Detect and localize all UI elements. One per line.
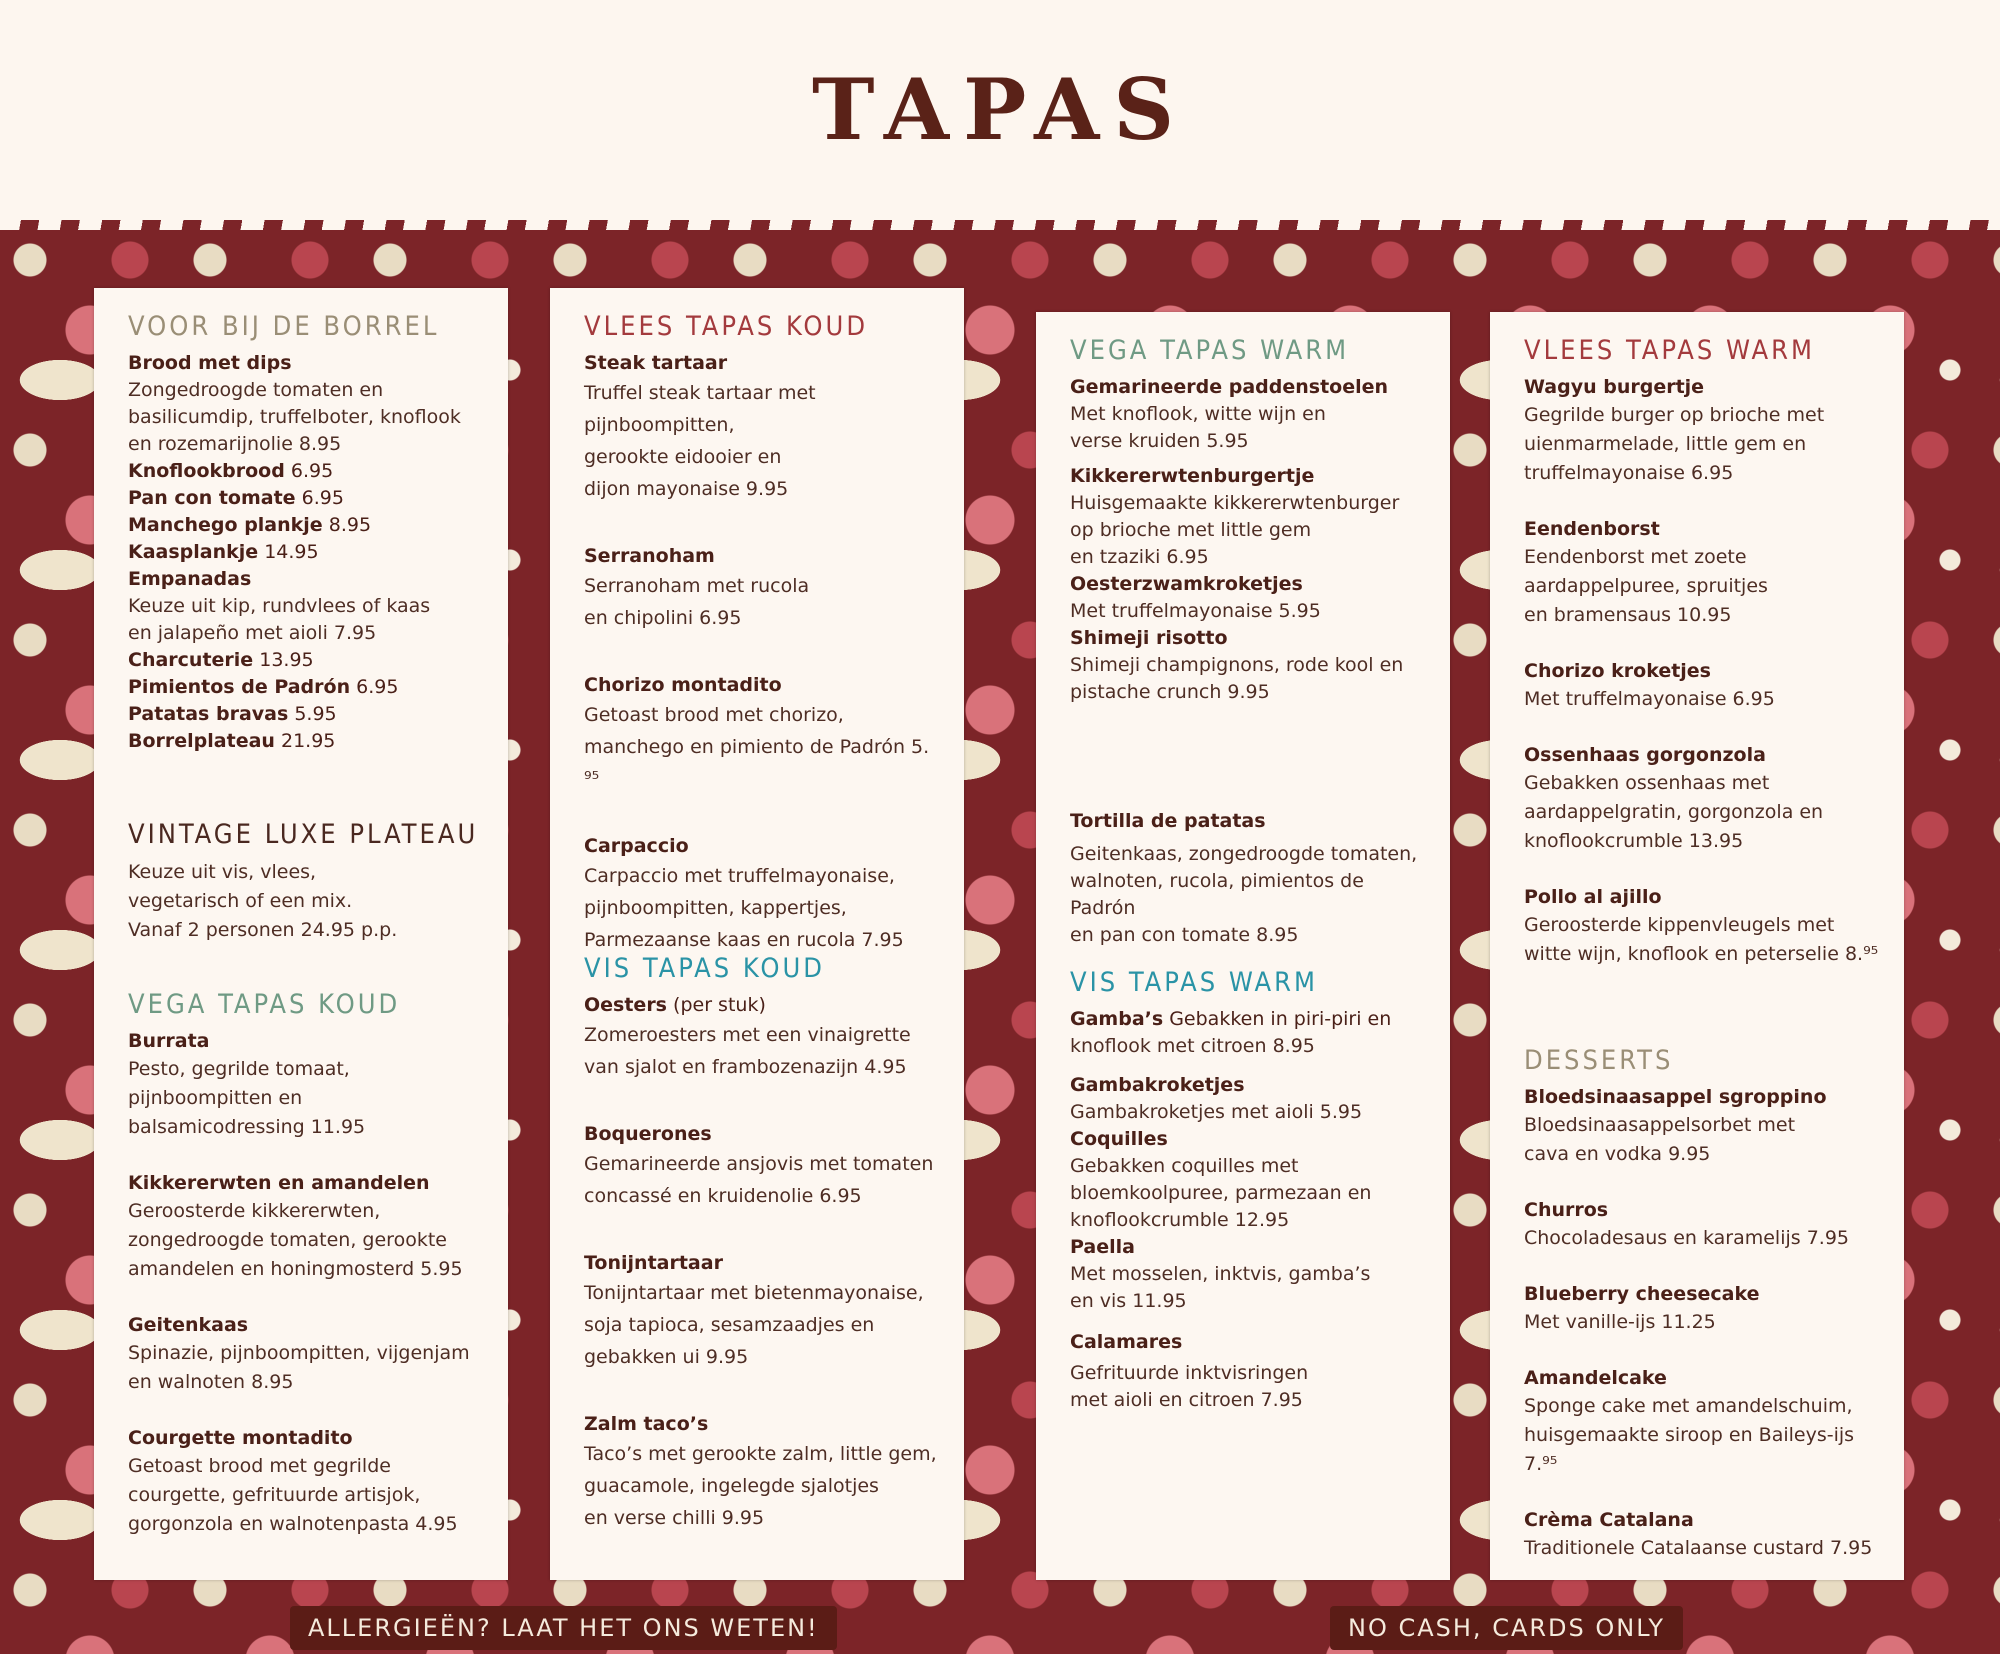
menu-item-desc: Gefrituurde inktvisringen met aioli en citroen 7.95 bbox=[1070, 1362, 1309, 1411]
menu-item-price: 5.95 bbox=[288, 703, 337, 725]
section-vlees-warm bbox=[1524, 334, 1884, 997]
list-borrel bbox=[128, 350, 488, 755]
menu-item-name: Boquerones bbox=[584, 1123, 712, 1145]
menu-item-desc: Geroosterde kikkererwten, zongedroogde tomaten, gerookte amandelen en honingmosterd 5.95 bbox=[128, 1200, 463, 1280]
list-vis-koud bbox=[584, 992, 944, 1534]
menu-item-name: Ossenhaas gorgonzola bbox=[1524, 744, 1766, 766]
menu-item-desc: Met truffelmayonaise 6.95 bbox=[1524, 688, 1775, 710]
menu-item bbox=[128, 674, 488, 701]
menu-item-desc: Serranoham met rucola en chipolini 6.95 bbox=[584, 575, 810, 629]
menu-item-name: Crèma Catalana bbox=[1524, 1509, 1694, 1531]
menu-item bbox=[128, 1425, 488, 1539]
menu-item-desc: Geitenkaas, zongedroogde tomaten, walnoten, rucola, pimientos de Padrón en pan con tomate 8.95 bbox=[1070, 843, 1418, 946]
menu-item bbox=[1524, 516, 1884, 630]
menu-item-name: Shimeji risotto bbox=[1070, 627, 1228, 649]
section-title: DESSERTS bbox=[1524, 1045, 1674, 1076]
menu-item-desc: Eendenborst met zoete aardappelpuree, spruitjes en bramensaus 10.95 bbox=[1524, 546, 1768, 626]
panel-3 bbox=[1036, 312, 1450, 1580]
menu-item bbox=[1524, 742, 1884, 856]
list-vega-warm bbox=[1070, 374, 1430, 706]
menu-item-desc: Gebakken ossenhaas met aardappelgratin, gorgonzola en knoflookcrumble 13.95 bbox=[1524, 772, 1824, 852]
page-title: TAPAS bbox=[812, 60, 1188, 159]
menu-item bbox=[584, 672, 944, 795]
menu-item bbox=[584, 833, 944, 956]
menu-item-name: Pan con tomate bbox=[128, 487, 296, 509]
menu-item bbox=[584, 543, 944, 634]
menu-item-name: Blueberry cheesecake bbox=[1524, 1283, 1760, 1305]
menu-item bbox=[1524, 1365, 1884, 1479]
section-borrel bbox=[128, 310, 488, 755]
menu-item-name: Borrelplateau bbox=[128, 730, 275, 752]
menu-item-desc: Keuze uit kip, rundvlees of kaas en jalapeño met aioli 7.95 bbox=[128, 595, 431, 644]
menu-item bbox=[1524, 884, 1884, 969]
menu-item-inline-desc: Gebakken in piri-piri en bbox=[1163, 1008, 1392, 1030]
list-vega-koud bbox=[128, 1028, 488, 1539]
menu-item-desc: Pesto, gegrilde tomaat, pijnboompitten en balsamicodressing 11.95 bbox=[128, 1058, 366, 1138]
menu-item-desc: Geroosterde kippenvleugels met witte wijn, knoflook en peterselie 8.⁹⁵ bbox=[1524, 914, 1879, 965]
menu-item-desc: knoflook met citroen 8.95 bbox=[1070, 1035, 1315, 1057]
menu-item-desc: Shimeji champignons, rode kool en pistache crunch 9.95 bbox=[1070, 654, 1404, 703]
menu-item bbox=[128, 1170, 488, 1284]
section-vega-warm bbox=[1070, 334, 1430, 706]
menu-item-desc: Met mosselen, inktvis, gamba’s en vis 11.95 bbox=[1070, 1263, 1371, 1312]
menu-item-name: Eendenborst bbox=[1524, 518, 1660, 540]
section-tortilla bbox=[1070, 808, 1430, 949]
panel-2 bbox=[550, 288, 964, 1580]
menu-item-desc: Huisgemaakte kikkererwtenburger op brioche met little gem en tzaziki 6.95 bbox=[1070, 492, 1400, 568]
menu-item bbox=[1524, 1281, 1884, 1337]
menu-item-name: Amandelcake bbox=[1524, 1367, 1667, 1389]
menu-item bbox=[128, 647, 488, 674]
section-vega-koud bbox=[128, 988, 488, 1567]
menu-item-desc: Met truffelmayonaise 5.95 bbox=[1070, 600, 1321, 622]
menu-item-name: Manchego plankje bbox=[128, 514, 323, 536]
menu-item-name: Calamares bbox=[1070, 1331, 1183, 1353]
menu-item bbox=[584, 1121, 944, 1212]
panel-1 bbox=[94, 288, 508, 1580]
section-title: VLEES TAPAS KOUD bbox=[584, 311, 869, 342]
menu-item-desc: Chocoladesaus en karamelijs 7.95 bbox=[1524, 1227, 1850, 1249]
menu-item-name: Oesters bbox=[584, 994, 667, 1016]
section-title: VEGA TAPAS WARM bbox=[1070, 335, 1350, 366]
menu-item-name: Tonijntartaar bbox=[584, 1252, 723, 1274]
menu-item-name: Gamba’s bbox=[1070, 1008, 1164, 1030]
menu-item bbox=[128, 1312, 488, 1397]
torn-paper-edge bbox=[0, 212, 2000, 230]
menu-item bbox=[1524, 1084, 1884, 1169]
menu-item-name: Coquilles bbox=[1070, 1128, 1168, 1150]
menu-item-desc: Traditionele Catalaanse custard 7.95 bbox=[1524, 1537, 1873, 1559]
menu-item-price: 6.95 bbox=[284, 460, 334, 482]
menu-item-desc: Getoast brood met gegrilde courgette, gefrituurde artisjok, gorgonzola en walnotenpasta 4.95 bbox=[128, 1455, 458, 1535]
menu-item-desc: Keuze uit vis, vlees, vegetarisch of een mix. Vanaf 2 personen 24.95 p.p. bbox=[128, 861, 398, 941]
menu-item-name: Steak tartaar bbox=[584, 352, 728, 374]
menu-item-name: Courgette montadito bbox=[128, 1427, 353, 1449]
menu-item-desc: Taco’s met gerookte zalm, little gem, guacamole, ingelegde sjalotjes en verse chilli 9.95 bbox=[584, 1443, 937, 1529]
menu-item-desc: Carpaccio met truffelmayonaise, pijnboompitten, kappertjes, Parmezaanse kaas en rucola 7.95 bbox=[584, 865, 904, 951]
menu-item-desc: Gambakroketjes met aioli 5.95 bbox=[1070, 1101, 1363, 1123]
menu-item bbox=[1524, 374, 1884, 488]
menu-item-name: Pimientos de Padrón bbox=[128, 676, 351, 698]
menu-item-desc: Truffel steak tartaar met pijnboompitten, gerookte eidooier en dijon mayonaise 9.95 bbox=[584, 382, 816, 500]
menu-item-name: Chorizo montadito bbox=[584, 674, 782, 696]
menu-item-heading bbox=[584, 992, 944, 1019]
menu-item-name: Kikkererwtenburgertje bbox=[1070, 465, 1315, 487]
menu-item-name: Patatas bravas bbox=[128, 703, 289, 725]
menu-item-desc: Gegrilde burger op brioche met uienmarmelade, little gem en truffelmayonaise 6.95 bbox=[1524, 404, 1825, 484]
menu-item-name: Tortilla de patatas bbox=[1070, 810, 1266, 832]
menu-item-price: 8.95 bbox=[322, 514, 372, 536]
menu-item-name: Brood met dips bbox=[128, 352, 292, 374]
menu-item-name: Burrata bbox=[128, 1030, 210, 1052]
menu-item bbox=[128, 728, 488, 755]
menu-item-name: Pollo al ajillo bbox=[1524, 886, 1662, 908]
menu-item bbox=[584, 1250, 944, 1373]
section-vis-warm bbox=[1070, 966, 1430, 1414]
menu-item-name: Churros bbox=[1524, 1199, 1609, 1221]
menu-item-name: Empanadas bbox=[128, 568, 252, 590]
section-vlees-koud bbox=[584, 310, 944, 994]
panel-4 bbox=[1490, 312, 1904, 1580]
menu-item bbox=[128, 458, 488, 485]
menu-item-price: 6.95 bbox=[295, 487, 344, 509]
menu-item-name: Bloedsinaasappel sgroppino bbox=[1524, 1086, 1827, 1108]
menu-item bbox=[1524, 1197, 1884, 1253]
menu-item-name: Paella bbox=[1070, 1236, 1135, 1258]
allergy-badge: ALLERGIEËN? LAAT HET ONS WETEN! bbox=[290, 1606, 837, 1650]
section-title: VINTAGE LUXE PLATEAU bbox=[128, 819, 479, 850]
menu-item bbox=[128, 539, 488, 566]
menu-item-desc: Zomeroesters met een vinaigrette van sjalot en frambozenazijn 4.95 bbox=[584, 1024, 911, 1078]
menu-item-price: 14.95 bbox=[258, 541, 319, 563]
menu-item bbox=[128, 485, 488, 512]
menu-item-name: Kikkererwten en amandelen bbox=[128, 1172, 430, 1194]
menu-item-price: 6.95 bbox=[350, 676, 399, 698]
menu-item-desc: Getoast brood met chorizo, manchego en pimiento de Padrón 5. ⁹⁵ bbox=[584, 704, 930, 790]
menu-item-name: Oesterzwamkroketjes bbox=[1070, 573, 1303, 595]
menu-item-name: Kaasplankje bbox=[128, 541, 259, 563]
section-title: VIS TAPAS KOUD bbox=[584, 953, 825, 984]
menu-item-price: 21.95 bbox=[274, 730, 336, 752]
menu-item-name: Chorizo kroketjes bbox=[1524, 660, 1711, 682]
menu-item-price: 13.95 bbox=[253, 649, 314, 671]
menu-item-name: Gemarineerde paddenstoelen bbox=[1070, 376, 1389, 398]
list-vlees-koud bbox=[584, 350, 944, 956]
menu-item-desc: Sponge cake met amandelschuim, huisgemaakte siroop en Baileys-ijs 7.⁹⁵ bbox=[1524, 1395, 1855, 1475]
list-desserts bbox=[1524, 1084, 1884, 1563]
section-plateau bbox=[128, 818, 488, 945]
menu-item bbox=[128, 512, 488, 539]
section-title: VLEES TAPAS WARM bbox=[1524, 335, 1815, 366]
menu-item bbox=[584, 992, 944, 1083]
menu-item-desc: Met vanille-ijs 11.25 bbox=[1524, 1311, 1716, 1333]
menu-item-name: Zalm taco’s bbox=[584, 1413, 709, 1435]
section-desserts bbox=[1524, 1044, 1884, 1591]
list-vlees-warm bbox=[1524, 374, 1884, 969]
menu-item-desc: Met knoflook, witte wijn en verse kruiden 5.95 bbox=[1070, 403, 1326, 452]
menu-item-name: Charcuterie bbox=[128, 649, 254, 671]
menu-item-desc: Gemarineerde ansjovis met tomaten concassé en kruidenolie 6.95 bbox=[584, 1153, 934, 1207]
payment-badge: NO CASH, CARDS ONLY bbox=[1330, 1606, 1683, 1650]
menu-item-name: Carpaccio bbox=[584, 835, 689, 857]
menu-item-name: Knoflookbrood bbox=[128, 460, 285, 482]
menu-item-desc: Zongedroogde tomaten en basilicumdip, truffelboter, knoflook en rozemarijnolie 8.95 bbox=[128, 379, 461, 455]
section-title: VIS TAPAS WARM bbox=[1070, 967, 1318, 998]
menu-item-name: Wagyu burgertje bbox=[1524, 376, 1705, 398]
menu-item-desc: Bloedsinaasappelsorbet met cava en vodka 9.95 bbox=[1524, 1114, 1796, 1165]
section-title: VOOR BIJ DE BORREL bbox=[128, 311, 440, 342]
menu-item bbox=[128, 701, 488, 728]
list-vis-warm bbox=[1070, 1006, 1430, 1414]
menu-item-desc: Gebakken coquilles met bloemkoolpuree, parmezaan en knoflookcrumble 12.95 bbox=[1070, 1155, 1372, 1231]
menu-item bbox=[128, 1028, 488, 1142]
menu-item-desc: Tonijntartaar met bietenmayonaise, soja tapioca, sesamzaadjes en gebakken ui 9.95 bbox=[584, 1282, 924, 1368]
menu-item-heading bbox=[1070, 1006, 1430, 1033]
menu-item-note: (per stuk) bbox=[667, 994, 766, 1016]
section-vis-koud bbox=[584, 952, 944, 1572]
menu-item bbox=[1524, 1507, 1884, 1563]
menu-item bbox=[584, 350, 944, 505]
menu-item bbox=[1524, 658, 1884, 714]
menu-item-name: Geitenkaas bbox=[128, 1314, 249, 1336]
menu-item bbox=[584, 1411, 944, 1534]
section-title: VEGA TAPAS KOUD bbox=[128, 989, 401, 1020]
menu-item-name: Serranoham bbox=[584, 545, 715, 567]
menu-item-desc: Spinazie, pijnboompitten, vijgenjam en walnoten 8.95 bbox=[128, 1342, 470, 1393]
menu-item-name: Gambakroketjes bbox=[1070, 1074, 1245, 1096]
